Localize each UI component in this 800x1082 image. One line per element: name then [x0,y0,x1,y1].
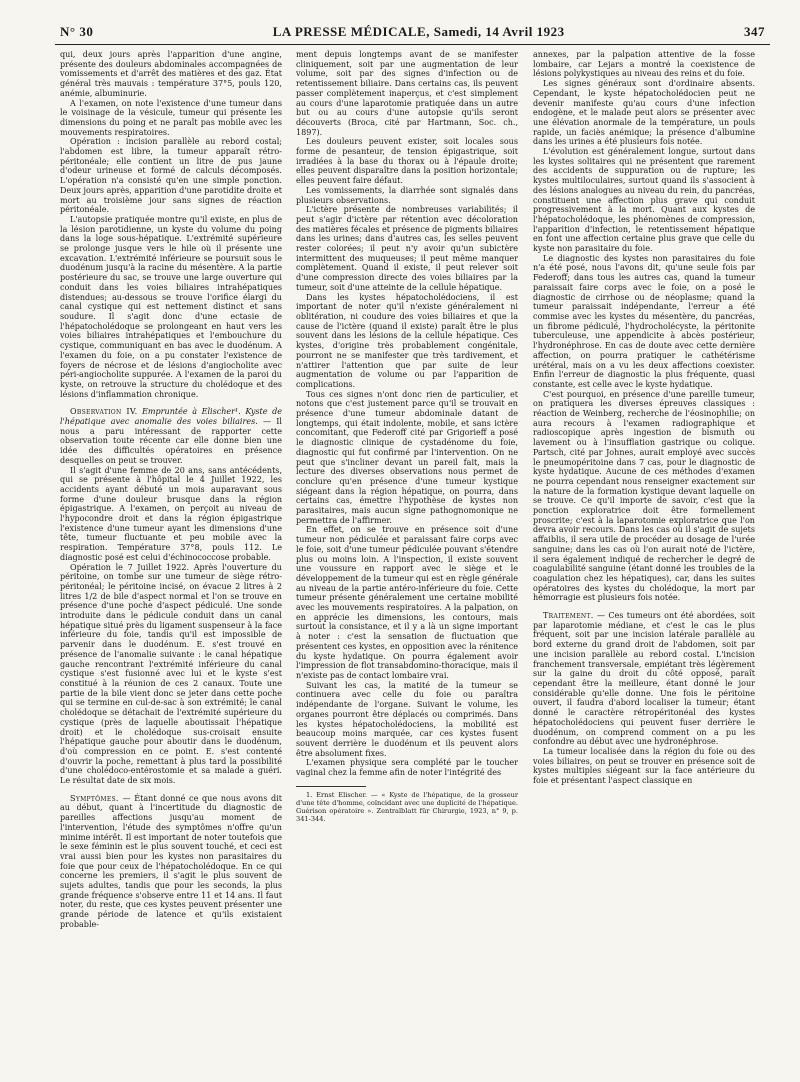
paragraph: ment depuis longtemps avant de se manifester cliniquement, soit par une augmentation de leur volume, soit par des signes d'infection ou de retentissement biliaire. Dans certains cas, ils peuvent passer complètement inaperçus, et c'est simplement au cours d'une laparotomie pratiquée dans un autre but ou au cours d'une autopsie qu'ils seront découverts (Broca, cité par Hartmann, Soc. ch., 1897). [296,50,518,137]
page-number: 347 [743,24,765,39]
paragraph: Les vomissements, la diarrhée sont signalés dans plusieurs observations. [296,185,518,205]
footnote-rule [296,786,366,787]
paragraph: Le diagnostic des kystes non parasitaires du foie n'a été posé, nous l'avons dit, qu'une seule fois par Federoff; dans tous les autres cas, quand la tumeur paraissait faire corps avec le foie, on a posé le diagnostic de cirrhose ou de néoplasme; quand la tumeur paraissait indépendante, l'erreur a été commise avec les kystes du mésentère, du pancréas, un fibrome pédiculé, l'hydrocholécyste, la péritonite tuberculeuse, une appendicite à abcès postérieur, l'hydronéphrose. En cas de doute avec cette dernière affection, on pourra pratiquer le cathétérisme urétéral, mais on a vu les deux affections coexister. Enfin l'erreur de diagnostic la plus fréquente, quasi constante, est celle avec le kyste hydatique. [533,253,755,389]
paragraph: Dans les kystes hépatocholédociens, il est important de noter qu'il n'existe généralement ni oblitération, ni coudure des voies biliaires et que la cause de l'ictère (quand il existe) paraît être le plus souvent dans les lésions de la cellule hépatique. Ces kystes, d'origine très probablement congénitale, pourront ne se manifester que très tardivement, et n'attirer l'attention que par suite de leur augmentation de volume ou par l'apparition de complications. [296,292,518,389]
paragraph: La tumeur localisée dans la région du foie ou des voies biliaires, on peut se trouver en présence soit de kystes multiples siégeant sur la face antérieure du foie et présentant l'aspect classique en [533,746,755,786]
observation-paragraph [60,407,282,465]
page-header [60,20,765,44]
issue-number: N° 30 [60,24,94,39]
column-3 [533,50,755,786]
paragraph: Il s'agit d'une femme de 20 ans, sans antécédents, qui se présente à l'hôpital le 4 Juillet 1922, les accidents ayant débuté un mois auparavant sous forme d'une douleur brusque dans la région épigastrique. A l'examen, on perçoit au niveau de l'hypocondre droit et dans la région épigastrique l'existence d'une tumeur ayant les dimensions d'une tête, tumeur fluctuante et peu mobile avec la respiration. Température 37°8, pouls 112. Le diagnostic posé est celui d'échinococcose probable. [60,465,282,562]
observation-text: — Il nous a paru intéressant de rapporter cette observation toute récente car elle donne bien une idée des difficultés opératoires en présence desquelles on peut se trouver. [60,417,282,465]
paragraph: Opération : incision parallèle au rebord costal; l'abdomen est libre, la tumeur apparaît rétro-péritonéale; elle contient un litre de pus jaune d'odeur urineuse et formé de calculs décomposés. L'opération n'a consisté qu'en une simple ponction. Deux jours après, apparition d'une parotidite droite et mort au troisième jour sans signes de réaction péritonéale. [60,137,282,215]
paragraph: L'ictère présente de nombreuses variabilités; il peut s'agir d'ictère par rétention avec décoloration des matières fécales et présence de pigments biliaires dans les urines; dans d'autres cas, les selles peuvent rester colorées; il peut n'y avoir qu'un subictère intermittent des muqueuses; il peut même manquer complètement. Quand il existe, il peut relever soit d'une compression directe des voies biliaires par la tumeur, soit d'une atteinte de la cellule hépatique. [296,205,519,292]
section-text: — Étant donné ce que nous avons dit au début, quant à l'incertitude du diagnostic de pareilles affections jusqu'au moment de l'intervention, l'étude des symptômes n'offre qu'un minime intérêt. Il est important de noter toutefois que le sexe féminin est le plus souvent touché, et ceci est vrai aussi bien pour les kystes non parasitaires du foie que pour ceux de l'hépatocholédoque. En ce qui concerne les premiers, il s'agit le plus souvent de sujets adultes, tandis que pour les seconds, la plus grande fréquence s'observe entre 11 et 14 ans. Il faut noter, du reste, que ces kystes peuvent présenter une grande période de latence et qu'ils existaient probable- [60,793,283,929]
paragraph: Opération le 7 Juillet 1922. Après l'ouverture du péritoine, on tombe sur une tumeur de siège rétro-péritonéal; le péritoine incisé, on évacue 2 litres à 2 litres 1/2 de bile d'aspect normal et l'on se trouve en présence d'une poche d'aspect pédiculé. Une sonde introduite dans le pédicule conduit dans un canal hépatique situé près du ligament suspenseur à la face inférieure du foie, tandis qu'il est impossible de parvenir dans le duodénum. E. s'est trouvé en présence de l'anomalie suivante : le canal hépatique gauche rencontrant l'extrémité inférieure du canal cystique s'est fusionné avec lui et le kyste s'est constitué à la réunion de ces 2 canaux. Toute une partie de la bile vient donc se jeter dans cette poche qui se termine en cul-de-sac à son extrémité; le canal cholédoque se détachait de l'extrémité supérieure du cystique (près de laquelle aboutissait l'hépatique droit) et le cholédoque sus-croisait ensuite l'hépatique gauche pour aboutir dans le duodénum, d'où compression en ce point. E. s'est contenté d'ouvrir la poche, remettant à plus tard la possibilité d'une cholédoco-entérostomie et sa malade a guéri. Le résultat date de six mois. [60,562,282,786]
journal-title: LA PRESSE MÉDICALE, Samedi, 14 Avril 1923 [272,24,565,39]
section-paragraph [533,611,755,747]
paragraph: annexes, par la palpation attentive de la fosse lombaire, car Lejars a montré la coexistence de lésions polykystiques au niveau des reins et du foie. [533,50,755,79]
section-paragraph [60,794,282,930]
column-2 [296,50,518,824]
header-rule [55,44,770,45]
paragraph: Tous ces signes n'ont donc rien de particulier, et notons que c'est justement parce qu'il se trouvait en présence d'une tumeur abdominale datant de longtemps, qui était indolente, mobile, et sans ictère concomitant, que Federoff cité par Grigorieff a posé le diagnostic clinique de cystadénome du foie, diagnostic qui fut confirmé par l'intervention. On ne peut que s'incliner devant un pareil fait, mais la lecture des diverses observations nous permet de conclure qu'en présence d'une tumeur kystique siégeant dans la région hépatique, on pourra, dans certains cas, émettre l'hypothèse de kystes non parasitaires, mais aucun signe pathognomonique ne permettra de l'affirmer. [296,389,518,525]
paragraph: qui, deux jours après l'apparition d'une angine, présente des douleurs abdominales accompagnées de vomissements et d'arrêt des matières et des gaz. État général très mauvais : température 37°5, pouls 120, anémie, albuminurie. [60,50,282,98]
column-1 [60,50,282,930]
section-text: — Ces tumeurs ont été abordées, soit par laparotomie médiane, et c'est le cas le plus fréquent, soit par une incision latérale parallèle au bord externe du grand droit de l'abdomen, soit par une incision parallèle au rebord costal. L'incision franchement transversale, empiétant très légèrement sur la gaine du droit du côté opposé, paraît cependant être la meilleure, étant donné le jour considérable qu'elle donne. Une fois le péritoine ouvert, il faudra d'abord localiser la tumeur; étant donné le caractère rétropéritonéal des kystes hépatocholédociens qui peuvent fuser derrière le duodénum, on comprend comment on a pu les confondre au début avec une hydronéphrose. [533,611,755,747]
paragraph: En effet, on se trouve en présence soit d'une tumeur non pédiculée et paraissant faire corps avec le foie, soit d'une tumeur pédiculée pouvant s'étendre plus ou moins loin. A l'inspection, il existe souvent une voussure en rapport avec le siège et le développement de la tumeur qui est en règle générale au niveau de la partie antéro-inférieure du foie. Cette tumeur présente généralement une certaine mobilité avec les mouvements respiratoires. A la palpation, on en apprécie les dimensions, les contours, mais surtout la consistance, et il y a là un signe important à noter : c'est la sensation de fluctuation que présentent ces kystes, en opposition avec la rénitence du kyste hydatique. On pourra également avoir l'impression de flot transabdomino-thoracique, mais il n'existe pas de contact lombaire vrai. [296,525,519,680]
paragraph: Les signes généraux sont d'ordinaire absents. Cependant, le kyste hépatocholédocien peut ne devenir manifeste qu'au cours d'une infection endogène, et le malade peut alors se présenter avec une élévation anormale de la température, un pouls rapide, un faciès anémique; la présence d'albumine dans les urines a été plusieurs fois notée. [533,79,755,147]
paragraph: Les douleurs peuvent exister, soit locales sous forme de pesanteur, de tension épigastrique, soit irradiées à la base du thorax ou à l'épaule droite; elles peuvent disparaître dans la position horizontale; elles peuvent faire défaut. [296,137,518,186]
paragraph: L'autopsie pratiquée montre qu'il existe, en plus de la lésion parotidienne, un kyste du volume du poing dans la loge sous-hépatique. L'extrémité supérieure se prolonge jusque vers le hile où il présente une excavation. L'extrémité inférieure se poursuit sous le duodénum jusqu'à la racine du mésentère. A la partie postérieure du sac, se trouve une large ouverture qui conduit dans les voies biliaires intrahépatiques distendues; au-dessous se trouve l'orifice élargi du canal cystique qui est nettement distinct et sans soudure. Il s'agit donc d'une ectasie de l'hépatocholédoque se prolongeant en haut vers les voies biliaires intrahépatiques et l'embouchure du cystique, communiquant en bas avec le duodénum. A l'examen du foie, on a pu constater l'existence de foyers de nécrose et de lésions d'angiocholite avec péri-angiocholite suppurée. A l'examen de la paroi du kyste, on retrouve la structure du cholédoque et des lésions d'inflammation chronique. [60,214,282,399]
section-heading: Traitement. [543,611,594,621]
paragraph: L'examen physique sera complété par le toucher vaginal chez la femme afin de noter l'intégrité des [296,758,518,778]
paragraph: L'évolution est généralement longue, surtout dans les kystes solitaires qui ne présentent que rarement des accidents de suppuration ou de rupture; les kystes multiloculaires, surtout quand ils s'associent à des lésions analogues au niveau du rein, du pancréas, constituent une affection plus grave qui conduit progressivement à la mort. Quant aux kystes de l'hépatocholédoque, les phénomènes de compression, l'apparition d'infection, le retentissement hépatique en font une affection certaine plus grave que celle du kyste non parasitaire du foie. [533,147,755,254]
observation-title: Empruntée à Elischer¹. Kyste de l'hépatique avec anomalie des voies biliaires. [60,407,282,427]
paragraph: C'est pourquoi, en présence d'une pareille tumeur, on pratiquera les diverses épreuves classiques : réaction de Weinberg, recherche de l'éosinophilie; on aura recours à l'examen radiographique et radioscopique après ingestion de bismuth ou lavement ou à l'insufflation gastrique ou colique. Partsch, cité par Johnes, aurait employé avec succès le pneumopéritoine dans 7 cas, pour le diagnostic de kyste hydatique. Aucune de ces méthodes d'examen ne pourra cependant nous renseigner exactement sur la nature de la formation kystique devant laquelle on se trouve. Ce qu'il importe de savoir, c'est que la ponction exploratrice doit être formellement proscrite; c'est à la laparotomie exploratrice que l'on devra avoir recours. Dans les cas où il s'agit de sujets affaiblis, il sera utile de procéder au dosage de l'urée sanguine; dans les cas où l'on aurait noté de l'ictère, il sera également indiqué de rechercher le degré de coagulabilité sanguine (étant donné les troubles de la coagulation chez les hépatiques), car, dans les suites opératoires des kystes du cholédoque, la mort par hémorragie est plusieurs fois notée. [533,389,755,603]
footnote: 1. Ernst Elischer. — « Kyste de l'hépatique, de la grosseur d'une tête d'homme, coïncidant avec une duplicité de l'hépatique. Guérison opératoire ». Zentralblatt für Chirurgie, 1923, n° 9, p. 341-344. [296,790,518,824]
paragraph: A l'examen, on note l'existence d'une tumeur dans le voisinage de la vésicule, tumeur qui présente les dimensions du poing et ne paraît pas mobile avec les mouvements respiratoires. [60,98,282,137]
paragraph: Suivant les cas, la matité de la tumeur se continuera avec celle du foie ou paraîtra indépendante de l'organe. Suivant le volume, les organes pourront être déplacés ou comprimés. Dans les kystes hépatocholédociens, la mobilité est beaucoup moins marquée, car ces kystes fusent souvent derrière le duodénum et ils peuvent alors être absolument fixes. [296,680,518,758]
section-heading: Symptômes. [70,793,119,803]
observation-heading: Observation IV. [70,407,138,417]
